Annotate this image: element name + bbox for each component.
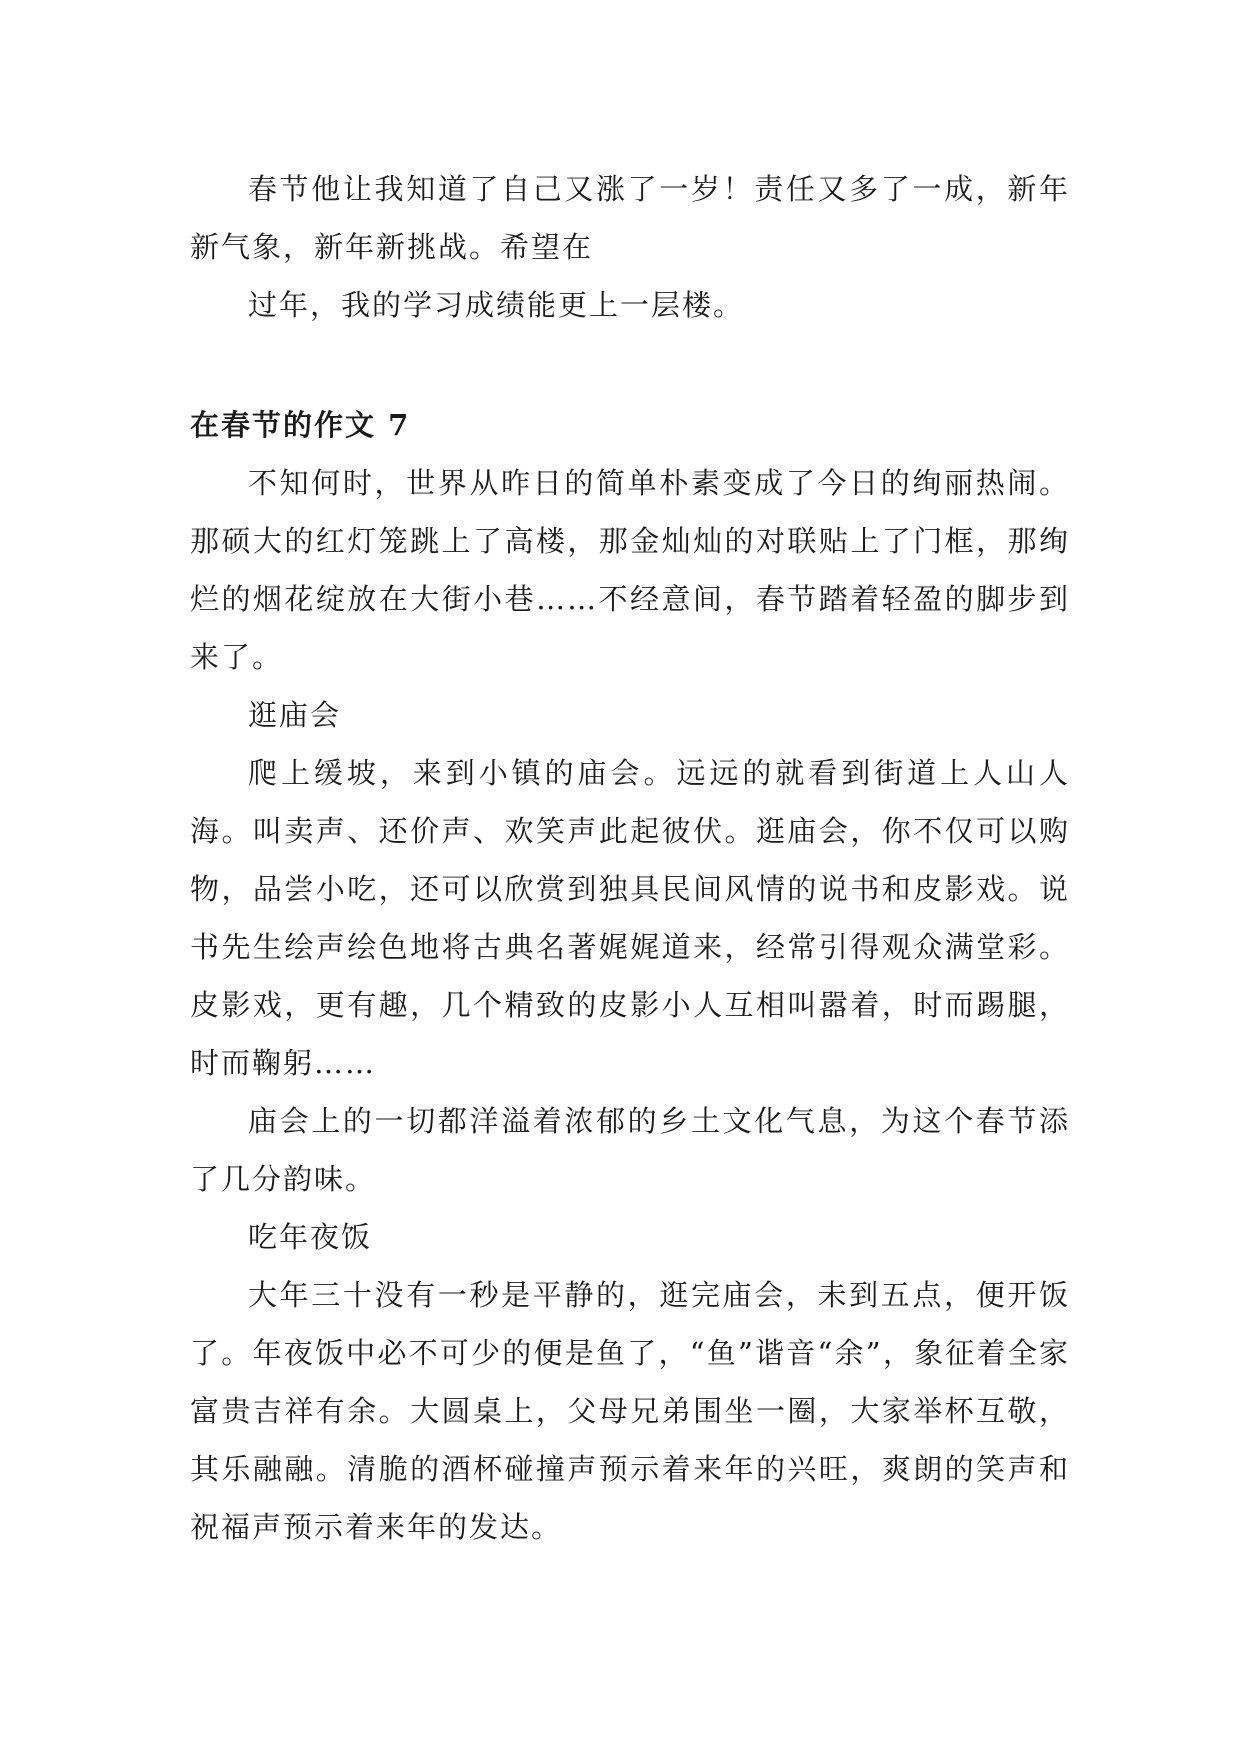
section-gap bbox=[190, 334, 1070, 396]
subheading-temple-fair: 逛庙会 bbox=[248, 698, 342, 732]
paragraph-prev-2: 过年，我的学习成绩能更上一层楼。 bbox=[248, 288, 745, 322]
document-body bbox=[190, 160, 1070, 1556]
paragraph-prev-1: 春节他让我知道了自己又涨了一岁！责任又多了一成，新年新气象，新年新挑战。希望在 bbox=[190, 172, 1070, 264]
subheading-new-year-dinner: 吃年夜饭 bbox=[248, 1220, 373, 1254]
section-title: 在春节的作文 7 bbox=[190, 408, 411, 442]
paragraph-temple-fair-summary: 庙会上的一切都洋溢着浓郁的乡土文化气息，为这个春节添了几分韵味。 bbox=[190, 1104, 1070, 1196]
paragraph-intro: 不知何时，世界从昨日的简单朴素变成了今日的绚丽热闹。那硕大的红灯笼跳上了高楼，那金灿灿的对联贴上了门框，那绚烂的烟花绽放在大街小巷……不经意间，春节踏着轻盈的脚步到来了。 bbox=[190, 466, 1070, 674]
paragraph-temple-fair: 爬上缓坡，来到小镇的庙会。远远的就看到街道上人山人海。叫卖声、还价声、欢笑声此起彼伏。逛庙会，你不仅可以购物，品尝小吃，还可以欣赏到独具民间风情的说书和皮影戏。说书先生绘声绘色地将古典名著娓娓道来，经常引得观众满堂彩。皮影戏，更有趣，几个精致的皮影小人互相叫嚣着，时而踢腿，时而鞠躬…… bbox=[190, 756, 1070, 1080]
paragraph-new-year-dinner: 大年三十没有一秒是平静的，逛完庙会，未到五点，便开饭了。年夜饭中必不可少的便是鱼了，“鱼”谐音“余”，象征着全家富贵吉祥有余。大圆桌上，父母兄弟围坐一圈，大家举杯互敬，其乐融融。清脆的酒杯碰撞声预示着来年的兴旺，爽朗的笑声和祝福声预示着来年的发达。 bbox=[190, 1278, 1070, 1544]
